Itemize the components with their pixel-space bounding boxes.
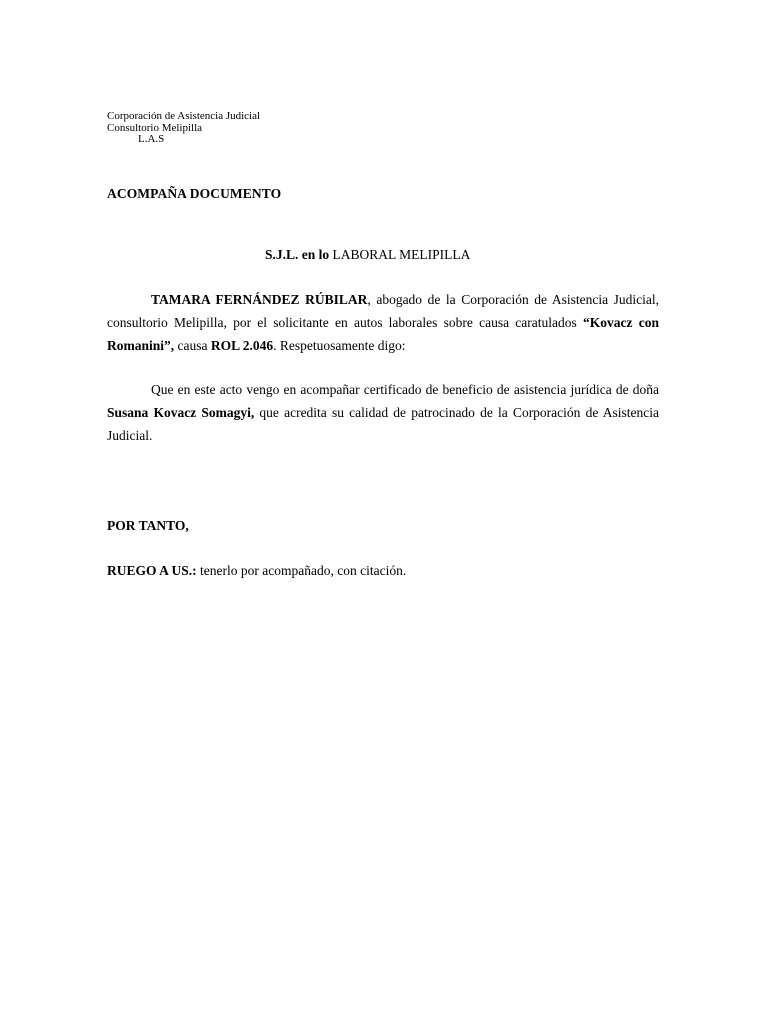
case-rol: ROL 2.046 [210, 337, 274, 353]
court-addressee [265, 247, 470, 263]
ruego-label: RUEGO A US.: [107, 563, 197, 578]
por-tanto-heading: POR TANTO, [107, 518, 189, 533]
letterhead-organization: Corporación de Asistencia Judicial [107, 110, 261, 122]
document-title: ACOMPAÑA DOCUMENTO [107, 186, 282, 201]
lawyer-name: TAMARA FERNÁNDEZ RÚBILAR [151, 292, 368, 307]
paragraph1-text3: . Respetuosamente digo: [273, 337, 406, 353]
letterhead-initials: L.A.S [138, 133, 165, 145]
letterhead [107, 111, 260, 146]
beneficiary-name: Susana Kovacz Somagyi, [107, 404, 255, 420]
paragraph-introduction [107, 289, 659, 357]
paragraph2-text1: Que en este acto vengo en acompañar certificado de beneficio de asistencia jurídica de doña [151, 382, 659, 397]
paragraph2-text2: que acredita su calidad de patrocinado de la Corporación de Asistencia Judicial. [107, 404, 659, 443]
court-prefix: S.J.L. en lo [265, 247, 330, 262]
paragraph1-text1: , abogado de la Corporación de Asistencia Judicial, consultorio Melipilla, por el solicitante en autos laborales sobre causa caratulados [107, 292, 659, 330]
paragraph1-text2: causa [174, 337, 211, 353]
paragraph-request [107, 379, 659, 447]
case-title: “Kovacz con Romanini”, [107, 314, 659, 353]
court-name: LABORAL MELIPILLA [332, 247, 471, 262]
ruego-text: tenerlo por acompañado, con citación. [196, 563, 407, 578]
ruego-line [107, 563, 406, 579]
letterhead-office: Consultorio Melipilla [107, 121, 203, 134]
